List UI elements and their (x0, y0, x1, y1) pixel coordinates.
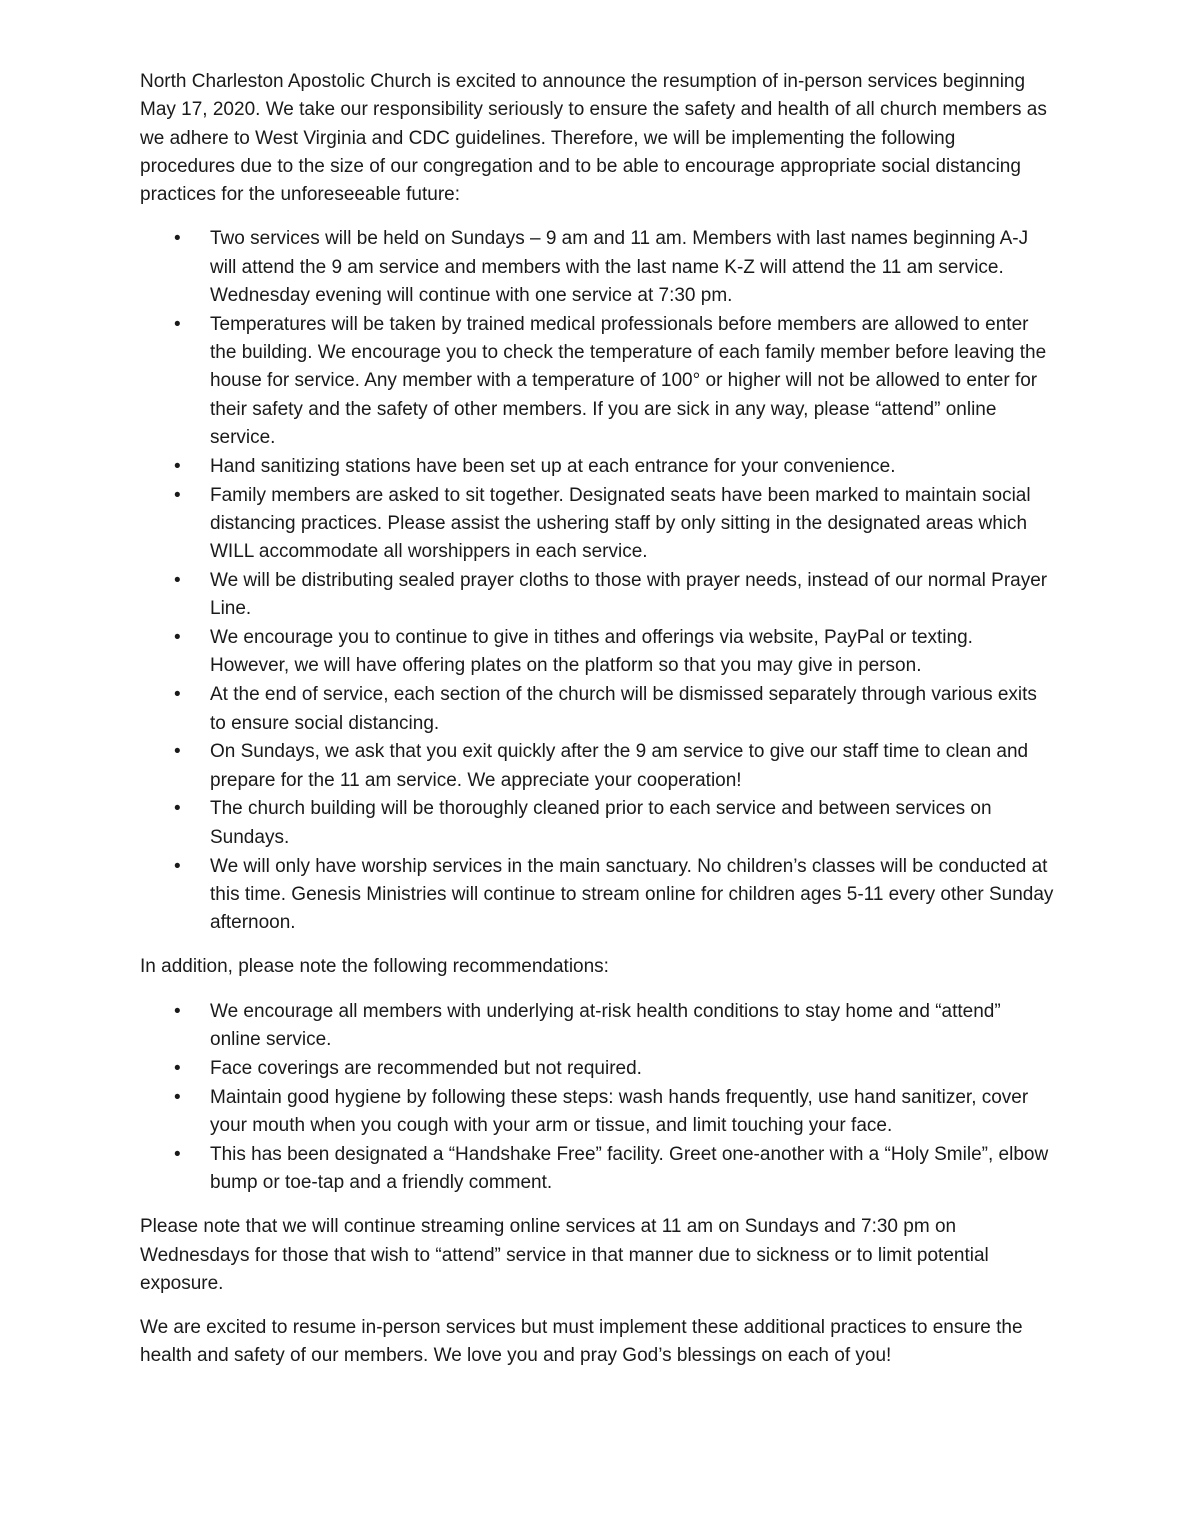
recommendations-intro: In addition, please note the following recommendations: (140, 956, 609, 978)
recommendation-item-2: • Face coverings are recommended but not required. (140, 1055, 1055, 1083)
procedure-item-2: • Temperatures will be taken by trained medical professionals before members are allowed to enter the building. We encourage you to check the temperature of each family member before leaving the house for service. Any member with a temperature of 100° or higher will not be allowed to enter for their safety and the safety of other members. If you are sick in any way, please “attend” online service. (140, 311, 1055, 452)
recommendation-item-1: • We encourage all members with underlying at-risk health conditions to stay home and “attend” online service. (140, 998, 1055, 1055)
procedure-item-8: • On Sundays, we ask that you exit quickly after the 9 am service to give our staff time to clean and prepare for the 11 am service. We appreciate your cooperation! (140, 738, 1055, 795)
intro-paragraph: North Charleston Apostolic Church is excited to announce the resumption of in-person services beginning May 17, 2020. We take our responsibility seriously to ensure the safety and health of all church members as we adhere to West Virginia and CDC guidelines. Therefore, we will be implementing the following procedures due to the size of our congregation and to be able to encourage appropriate social distancing practices for the unforeseeable future: (140, 71, 1047, 206)
procedure-item-10: • We will only have worship services in the main sanctuary. No children’s classes will be conducted at this time. Genesis Ministries will continue to stream online for children ages 5-11 every other Sunday afternoon. (140, 853, 1055, 938)
procedure-item-9: • The church building will be thoroughly cleaned prior to each service and between services on Sundays. (140, 795, 1055, 852)
recommendations-list (140, 998, 1055, 1198)
procedure-item-5: • We will be distributing sealed prayer cloths to those with prayer needs, instead of our normal Prayer Line. (140, 567, 1055, 624)
procedure-item-7: • At the end of service, each section of the church will be dismissed separately through various exits to ensure social distancing. (140, 681, 1055, 738)
procedure-item-6: • We encourage you to continue to give in tithes and offerings via website, PayPal or texting. However, we will have offering plates on the platform so that you may give in person. (140, 624, 1055, 681)
procedures-list (140, 225, 1055, 937)
procedure-item-3: • Hand sanitizing stations have been set up at each entrance for your convenience. (140, 453, 1055, 481)
procedure-item-1: • Two services will be held on Sundays – 9 am and 11 am. Members with last names beginning A-J will attend the 9 am service and members with the last name K-Z will attend the 11 am service. Wednesday evening will continue with one service at 7:30 pm. (140, 225, 1055, 310)
closing-paragraph: We are excited to resume in-person services but must implement these additional practices to ensure the health and safety of our members. We love you and pray God’s blessings on each of you! (140, 1317, 1023, 1367)
streaming-note-paragraph: Please note that we will continue streaming online services at 11 am on Sundays and 7:30 pm on Wednesdays for those that wish to “attend” service in that manner due to sickness or to limit potential exposure. (140, 1216, 989, 1294)
document-page (140, 68, 1055, 1387)
recommendation-item-3: • Maintain good hygiene by following these steps: wash hands frequently, use hand sanitizer, cover your mouth when you cough with your arm or tissue, and limit touching your face. (140, 1084, 1055, 1141)
procedure-item-4: • Family members are asked to sit together. Designated seats have been marked to maintain social distancing practices. Please assist the ushering staff by only sitting in the designated areas which WILL accommodate all worshippers in each service. (140, 482, 1055, 567)
recommendation-item-4: • This has been designated a “Handshake Free” facility. Greet one-another with a “Holy Smile”, elbow bump or toe-tap and a friendly comment. (140, 1141, 1055, 1198)
